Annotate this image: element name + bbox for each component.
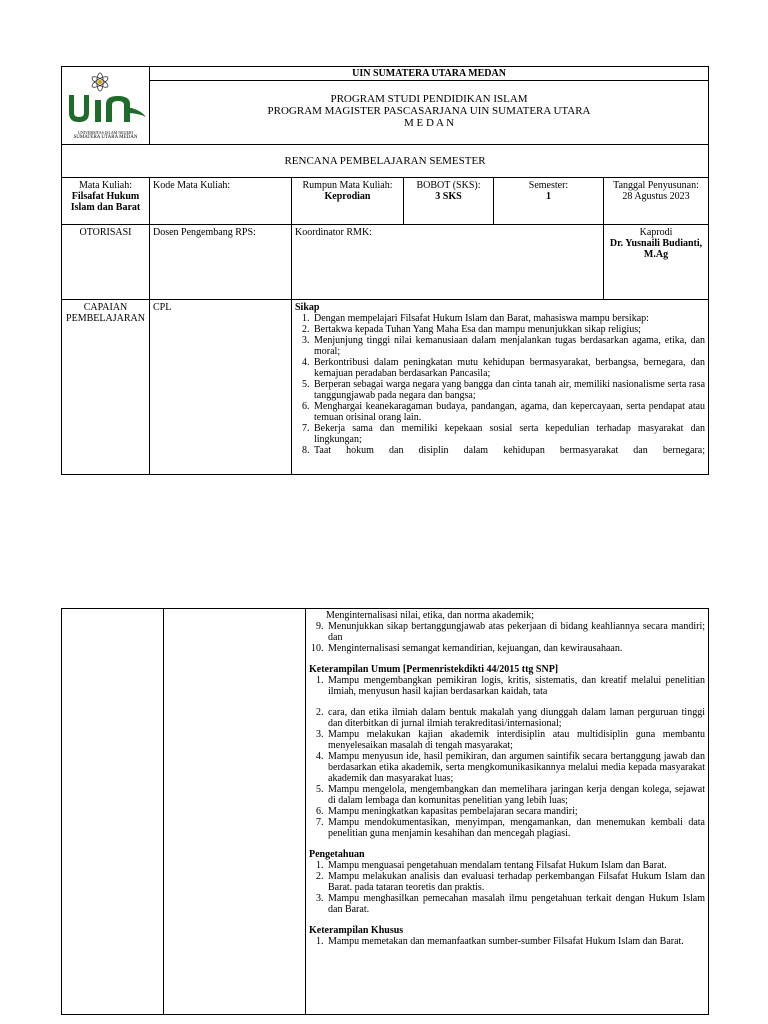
credit-label: BOBOT (SKS): bbox=[416, 180, 481, 191]
kaprodi-label: Kaprodi bbox=[639, 227, 673, 238]
list-item: 5. Mampu mengelola, mengembangkan dan memelihara jaringan kerja dengan kolega, sejawat di dalam lembaga dan komunitas penelitian yang lebih luas; bbox=[326, 784, 705, 806]
logo-caption-1: UNIVERSITAS ISLAM NEGERI bbox=[77, 129, 133, 135]
list-item: 1. Mampu mengembangkan pemikiran logis, kritis, sistematis, dan kreatif melalui penelitian ilmiah, menyusun hasil kajian berdasarkan kaidah, tata bbox=[326, 675, 705, 697]
logo-caption-2: SUMATERA UTARA MEDAN bbox=[73, 134, 138, 140]
knowledge-title: Pengetahuan bbox=[309, 849, 365, 860]
document-title: RENCANA PEMBELAJARAN SEMESTER bbox=[62, 145, 709, 178]
list-item: 1. Mampu menguasai pengetahuan mendalam tentang Filsafat Hukum Islam dan Barat. bbox=[326, 860, 705, 871]
sikap-cell bbox=[292, 300, 709, 475]
credit-value: 3 SKS bbox=[435, 191, 462, 202]
list-item: 9. Menunjukkan sikap bertanggungjawab atas pekerjaan di bidang keahliannya secara mandiri; dan bbox=[326, 621, 705, 643]
list-item: 3. Mampu menghasilkan pemecahan masalah ilmu pengetahuan terkait dengan Hukum Islam dan Barat. bbox=[326, 893, 705, 915]
program-line-2: PROGRAM MAGISTER PASCASARJANA UIN SUMATERA UTARA bbox=[267, 105, 591, 117]
date-label: Tanggal Penyusunan: bbox=[613, 180, 699, 191]
special-skills-list bbox=[309, 936, 705, 947]
list-item: 1. Dengan mempelajari Filsafat Hukum Islam dan Barat, mahasiswa mampu bersikap: bbox=[312, 313, 705, 324]
rps-outcomes-continued-table bbox=[61, 608, 709, 1015]
list-item: 3. Mampu melakukan kajian akademik interdisiplin atau multidisiplin guna membantu menyelesaikan masalah di tengah masyarakat; bbox=[326, 729, 705, 751]
program-line-3: M E D A N bbox=[403, 117, 455, 129]
list-item: 6. Menghargai keanekaragaman budaya, pandangan, agama, dan kepercayaan, serta pendapat atau temuan orisinal orang lain. bbox=[312, 401, 705, 423]
university-name: UIN SUMATERA UTARA MEDAN bbox=[150, 67, 709, 81]
list-item: 1. Mampu memetakan dan memanfaatkan sumber-sumber Filsafat Hukum Islam dan Barat. bbox=[326, 936, 705, 947]
empty-label-cell bbox=[62, 609, 164, 1015]
authorization-label: OTORISASI bbox=[62, 225, 150, 300]
rps-developer-label: Dosen Pengembang RPS: bbox=[150, 225, 292, 300]
list-item: 6. Mampu meningkatkan kapasitas pembelajaran secara mandiri; bbox=[326, 806, 705, 817]
knowledge-list bbox=[309, 860, 705, 915]
course-name-value: Filsafat Hukum Islam dan Barat bbox=[70, 191, 141, 213]
course-group-cell bbox=[292, 178, 404, 225]
list-item: 2. cara, dan etika ilmiah dalam bentuk makalah yang diunggah dalam laman perguruan tinggi dan diterbitkan di jurnal ilmiah terakreditasi/internasional; bbox=[326, 707, 705, 729]
list-item: 7. Mampu mendokumentasikan, menyimpan, mengamankan, dan menemukan kembali data penelitian guna menjamin kesahihan dan mencegah plagiasi. bbox=[326, 817, 705, 839]
uin-logo-icon bbox=[64, 71, 148, 133]
semester-cell bbox=[494, 178, 604, 225]
kaprodi-name: Dr. Yusnaili Budianti, M.Ag bbox=[609, 238, 703, 260]
course-group-label: Rumpun Mata Kuliah: bbox=[302, 180, 393, 191]
learning-outcomes-label: CAPAIAN PEMBELAJARAN bbox=[62, 300, 150, 475]
list-item: 10. Menginternalisasi semangat kemandirian, kejuangan, dan kewirausahaan. bbox=[326, 643, 705, 654]
rps-header-table bbox=[61, 66, 709, 475]
program-block bbox=[150, 81, 709, 145]
course-code-label: Kode Mata Kuliah: bbox=[150, 178, 292, 225]
general-skills-list-continued bbox=[309, 707, 705, 839]
program-line-1: PROGRAM STUDI PENDIDIKAN ISLAM bbox=[330, 93, 528, 105]
credit-cell bbox=[404, 178, 494, 225]
date-cell bbox=[604, 178, 709, 225]
uin-logo bbox=[62, 67, 150, 145]
list-item: 2. Bertakwa kepada Tuhan Yang Maha Esa dan mampu menunjukkan sikap religius; bbox=[312, 324, 705, 335]
empty-cpl-cell bbox=[164, 609, 306, 1015]
list-item: 8. Taat hokum dan disiplin dalam kehidupan bermasyarakat dan bernegara; bbox=[312, 445, 705, 458]
sikap-continued: Menginternalisasi nilai, etika, dan norma akademik; bbox=[326, 610, 534, 621]
course-name-cell bbox=[62, 178, 150, 225]
general-skills-title: Keterampilan Umum [Permenristekdikti 44/2015 ttg SNP] bbox=[309, 664, 559, 675]
date-value: 28 Agustus 2023 bbox=[622, 191, 690, 202]
course-group-value: Keprodian bbox=[324, 191, 371, 202]
general-skills-list bbox=[309, 675, 705, 697]
list-item: 5. Berperan sebagai warga negara yang bangga dan cinta tanah air, memiliki nasionalisme serta rasa tanggungjawab pada negara dan bangsa; bbox=[312, 379, 705, 401]
cpl-label: CPL bbox=[150, 300, 292, 475]
course-name-label: Mata Kuliah: bbox=[78, 180, 133, 191]
sikap-title: Sikap bbox=[295, 302, 320, 313]
sikap-list bbox=[295, 313, 705, 458]
semester-value: 1 bbox=[546, 191, 551, 202]
list-item: 4. Berkontribusi dalam peningkatan mutu kehidupan bermasyarakat, berbangsa, bernegara, dan kemajuan peradaban berdasarkan Pancasila; bbox=[312, 357, 705, 379]
sikap-list-continued bbox=[309, 621, 705, 654]
list-item: 7. Bekerja sama dan memiliki kepekaan sosial serta kepedulian terhadap masyarakat dan lingkungan; bbox=[312, 423, 705, 445]
special-skills-title: Keterampilan Khusus bbox=[309, 925, 404, 936]
rmk-coordinator-label: Koordinator RMK: bbox=[292, 225, 604, 300]
list-item: 2. Mampu melakukan analisis dan evaluasi terhadap perkembangan Filsafat Hukum Islam dan Barat. pada tataran teoretis dan praktis. bbox=[326, 871, 705, 893]
list-item: 4. Mampu menyusun ide, hasil pemikiran, dan argumen saintifik secara bertanggung jawab dan berdasarkan etika akademik, serta mengkomunikasikannya melalui media kepada masyarakat akademik dan masyarakat luas; bbox=[326, 751, 705, 784]
outcomes-continued-cell bbox=[306, 609, 709, 1015]
kaprodi-cell bbox=[604, 225, 709, 300]
list-item: 3. Menjunjung tinggi nilai kemanusiaan dalam menjalankan tugas berdasarkan agama, etika, dan moral; bbox=[312, 335, 705, 357]
semester-label: Semester: bbox=[528, 180, 569, 191]
